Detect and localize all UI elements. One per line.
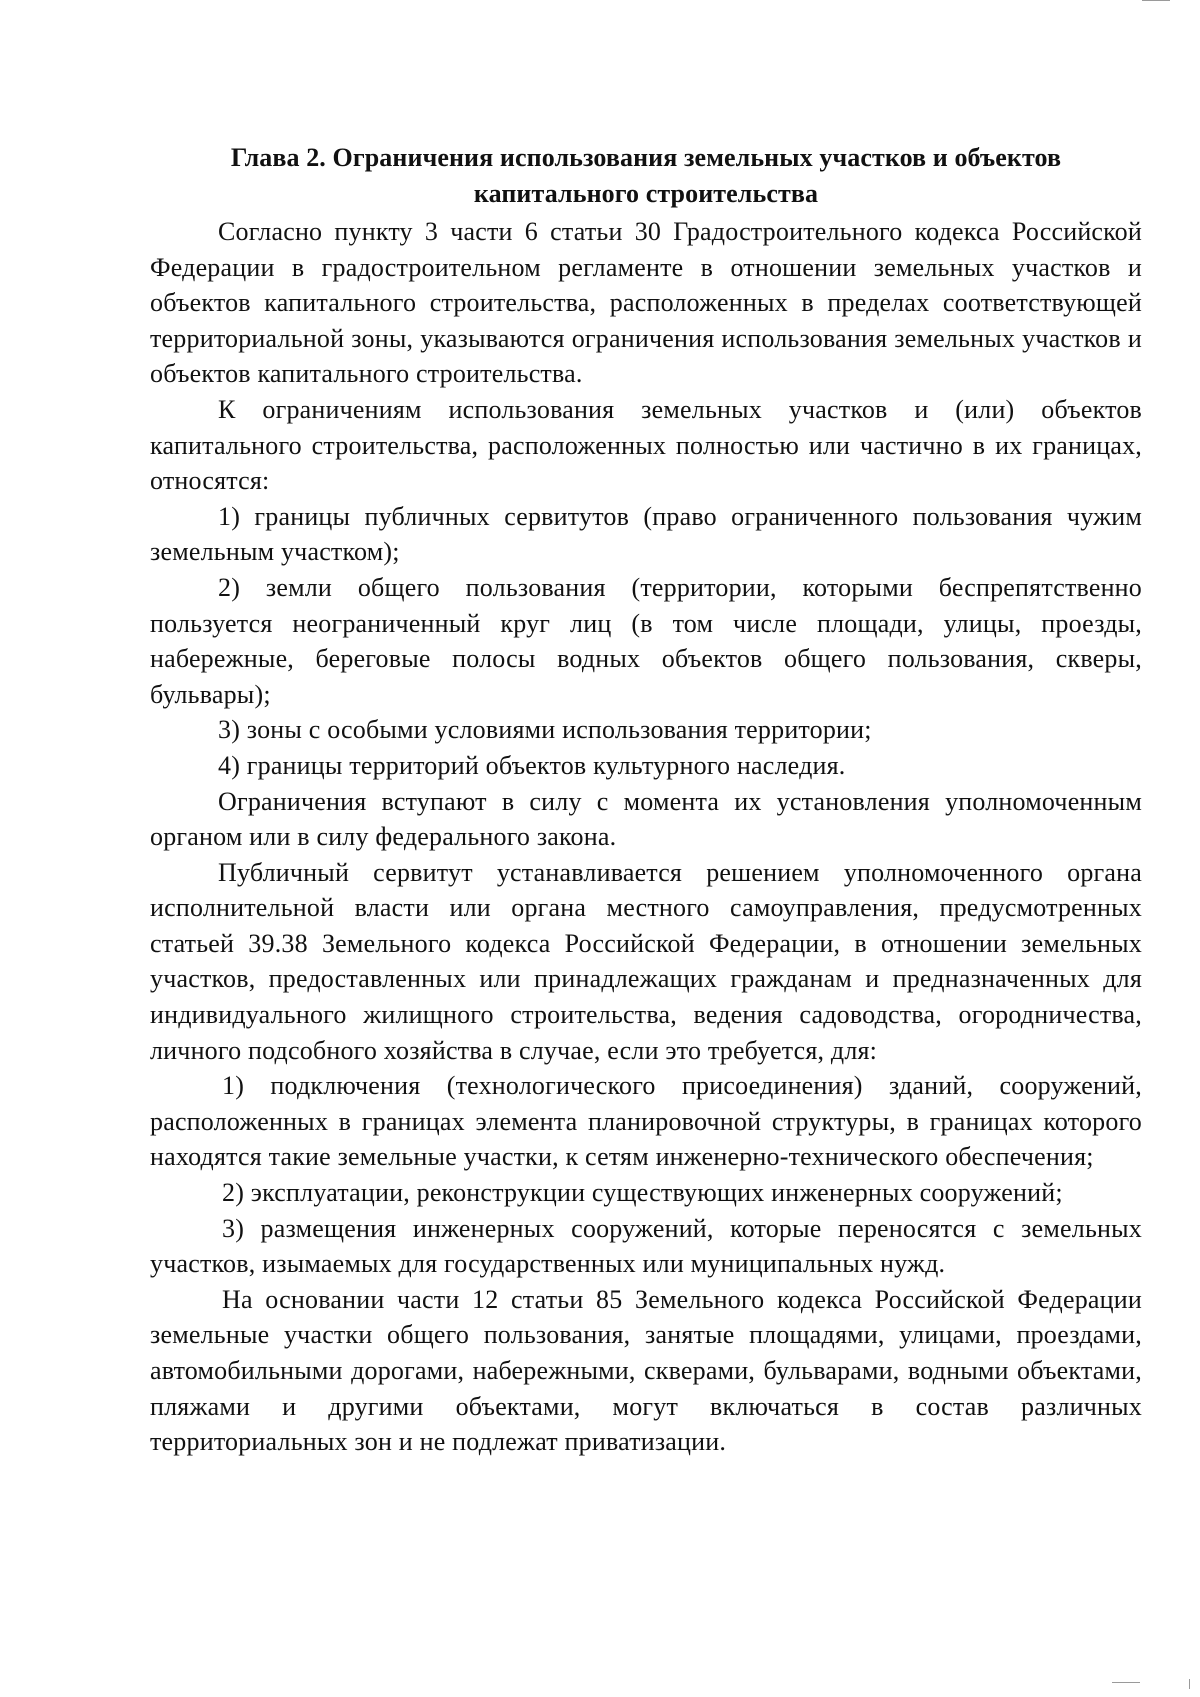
list-item-public-lands: 2) земли общего пользования (территории, которыми беспрепятственно пользуется неограниченный круг лиц (в том числе площади, улицы, проезды, набережные, береговые полосы водных объектов общего пользования, скверы, бульвары); [150, 572, 1142, 709]
paragraph-restrictions-effect: Ограничения вступают в силу с момента их установления уполномоченным органом или в силу федерального закона. [150, 786, 1142, 852]
scan-edge-tick [1189, 1679, 1190, 1689]
list-item-special-zones: 3) зоны с особыми условиями использования территории; [218, 715, 872, 745]
list-item-relocation: 3) размещения инженерных сооружений, которые переносятся с земельных участков, изымаемых для государственных или муниципальных нужд. [150, 1213, 1142, 1279]
list-item-operation: 2) эксплуатации, реконструкции существующих инженерных сооружений; [222, 1178, 1063, 1208]
paragraph-regulation-basis: Согласно пункту 3 части 6 статьи 30 Градостроительного кодекса Российской Федерации в градостроительном регламенте в отношении земельных участков и объектов капитального строительства, расположенных в пределах соответствующей территориальной зоны, указываются ограничения использования земельных участков и объектов капитального строительства. [150, 217, 1142, 389]
chapter-title-line-2: капитального строительства [473, 179, 819, 208]
scan-edge-mark-top [1142, 0, 1170, 7]
chapter-title-line-1: Глава 2. Ограничения использования земельных участков и объектов [230, 143, 1062, 172]
list-item-cultural-heritage: 4) границы территорий объектов культурного наследия. [218, 750, 846, 780]
document-body [150, 140, 1142, 1460]
paragraph-restrictions-intro: К ограничениям использования земельных участков и (или) объектов капитального строительства, расположенных полностью или частично в их границах, относятся: [150, 394, 1142, 496]
chapter-title [150, 140, 1142, 212]
paragraph-public-servitude: Публичный сервитут устанавливается решением уполномоченного органа исполнительной власти или органа местного самоуправления, предусмотренных статьей 39.38 Земельного кодекса Российской Федерации, в отношении земельных участков, предоставленных или принадлежащих гражданам и предназначенных для индивидуального жилищного строительства, ведения садоводства, огородничества, личного подсобного хозяйства в случае, если это требуется, для: [150, 857, 1142, 1065]
list-item-connection: 1) подключения (технологического присоединения) зданий, сооружений, расположенных в границах элемента планировочной структуры, в границах которого находятся такие земельные участки, к сетям инженерно-технического обеспечения; [150, 1071, 1142, 1172]
list-item-public-servitudes: 1) границы публичных сервитутов (право ограниченного пользования чужим земельным участком); [150, 501, 1142, 567]
scan-edge-mark-bottom [1112, 1682, 1140, 1689]
paragraph-land-code-article-85: На основании части 12 статьи 85 Земельного кодекса Российской Федерации земельные участки общего пользования, занятые площадями, улицами, проездами, автомобильными дорогами, набережными, скверами, бульварами, водными объектами, пляжами и другими объектами, могут включаться в состав различных территориальных зон и не подлежат приватизации. [150, 1284, 1142, 1457]
